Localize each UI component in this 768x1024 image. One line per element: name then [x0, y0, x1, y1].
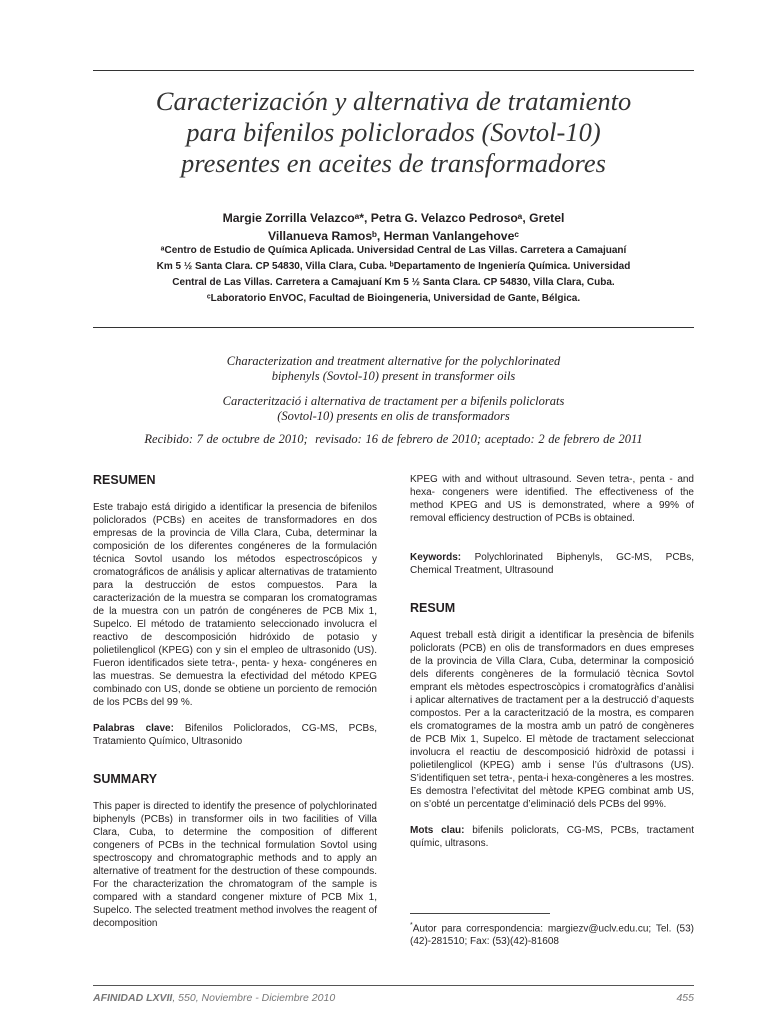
english-title-line: biphenyls (Sovtol-10) present in transformer oils: [271, 368, 516, 383]
author-line: Villanueva Ramosᵇ, Herman Vanlangehoveᶜ: [268, 229, 519, 243]
resum-keywords: [410, 824, 694, 850]
title-line: para bifenilos policlorados (Sovtol-10): [186, 117, 601, 147]
keywords-label: Mots clau:: [410, 825, 465, 836]
summary-heading: SUMMARY: [93, 772, 158, 786]
footnote-mark: *: [410, 922, 413, 929]
left-column: [93, 473, 377, 930]
issue-info: , 550, Noviembre - Diciembre 2010: [172, 992, 336, 1004]
right-column: [410, 473, 694, 850]
page-number: 455: [676, 992, 694, 1004]
keywords-label: Palabras clave:: [93, 723, 174, 734]
resum-heading: RESUM: [410, 601, 456, 615]
catalan-title-line: Caracterització i alternativa de tractament per a bifenils policlorats: [222, 394, 565, 408]
affiliations: [110, 243, 677, 307]
journal-name: AFINIDAD LXVII: [93, 992, 173, 1004]
summary-continuation: KPEG with and without ultrasound. Seven tetra-, penta - and hexa- congeners were identified. The effectiveness of the method KPEG and US is demonstrated, where a 99% of removal efficiency destruction of PCBs is obtained.: [410, 474, 694, 524]
resum-body: Aquest treball està dirigit a identificar la presència de bifenils policlorats (PCB) en olis de transformadors en dues empreses de la provincia de Villa Clara, Cuba, determinar la composició dels diferents congèneres de la formulació tècnica Sovtol emprant els mètodes espectroscòpics i cromatogràfics d’anàlisi i aplicar alternatives de tractament per a la destrucció d’aquests compostos. Per a la caracterització de la mostra, es comparen els cromatogrames de la mostra amb un patró de congèneres de PCB Mix 1, Supelco. El mètode de tractament seleccionat involucra el reactiu de descomposició hidròxid de potassi i polietilenglicol (KPEG) amb i sense l’ús d’ultrasons (US). S’identifiquen set tetra-, penta-i hexa-congèneres a les mostres. Es demostra l’efectivitat del mètode KPEG combinat amb US, on s’obté un percentatge d’eliminació dels PCBs del 99%.: [410, 630, 694, 810]
running-footer: [93, 992, 335, 1004]
resumen-body: Este trabajo está dirigido a identificar la presencia de bifenilos policlorados (PCBs) en aceites de transformadores en dos empresas de la provincia de Villa Clara, Cuba, determinar la composición de los diferentes congéneres de la formulación técnica Sovtol usando los métodos espectroscópicos y cromatográficos de análisis y aplicar alternativas de tratamiento para la destrucción de estos compuestos. Para la caracterización de la muestra se comparan los cromatogramas de la muestra con un patrón de congéneres de PCB Mix 1, Supelco. El método de tratamiento seleccionado involucra el reactivo de descomposición hidróxido de potasio y polietilenglicol (KPEG) con y sin el empleo de ultrasonido (US). Fueron identificados siete tetra-, penta- y hexa- congéneres en las muestras. Se demuestra la efectividad del método KPEG combinado con US, donde se obtiene un porciento de remoción de los PCBs del 99 %.: [93, 502, 377, 708]
affiliation-line: Central de Las Villas. Carretera a Camajuaní Km 5 ½ Santa Clara. CP 54830, Villa Clara, Cuba.: [172, 277, 615, 288]
keywords-text: bifenils policlorats, CG-MS, PCBs, tractament químic, ultrasons.: [410, 825, 695, 849]
keywords-text: Polychlorinated Biphenyls, GC-MS, PCBs, Chemical Treatment, Ultrasound: [410, 552, 695, 576]
article-title: [93, 86, 694, 179]
summary-keywords: [410, 551, 694, 577]
keywords-label: Keywords:: [410, 552, 462, 563]
resumen-heading: RESUMEN: [93, 473, 156, 487]
submission-dates: Recibido: 7 de octubre de 2010; revisado: 16 de febrero de 2010; aceptado: 2 de febrero de 2011: [144, 432, 643, 446]
footnote-text: Autor para correspondencia: margiezv@uclv.edu.cu; Tel. (53)(42)-281510; Fax: (53)(42)-81608: [410, 923, 694, 948]
footnote-divider: [410, 913, 550, 914]
english-title: [93, 354, 694, 383]
catalan-title-line: (Sovtol-10) presents en olis de transformadors: [277, 408, 510, 423]
author-list: [120, 209, 667, 245]
author-line: Margie Zorrilla Velazcoᵃ*, Petra G. Velazco Pedrosoᵃ, Gretel: [222, 211, 565, 225]
title-line: Caracterización y alternativa de tratamiento: [155, 86, 632, 116]
header-divider: [93, 327, 694, 328]
affiliation-line: ᵃCentro de Estudio de Química Aplicada. Universidad Central de Las Villas. Carretera a Camajuaní: [160, 245, 627, 256]
title-line: presentes en aceites de transformadores: [181, 148, 606, 178]
affiliation-line: Km 5 ½ Santa Clara. CP 54830, Villa Clara, Cuba. ᵇDepartamento de Ingeniería Química. Universidad: [156, 261, 631, 272]
affiliation-line: ᶜLaboratorio EnVOC, Facultad de Bioingeneria, Universidad de Gante, Bélgica.: [206, 293, 581, 304]
top-rule: [93, 70, 694, 71]
correspondence-footnote: [410, 919, 694, 948]
footer-rule: [93, 985, 694, 986]
keywords-text: Bifenilos Policlorados, CG-MS, PCBs, Tratamiento Químico, Ultrasonido: [93, 723, 377, 747]
english-title-line: Characterization and treatment alternative for the polychlorinated: [226, 354, 561, 368]
summary-body: This paper is directed to identify the presence of polychlorinated biphenyls (PCBs) in transformer oils in two facilities of Villa Clara, Cuba, to determine the composition of different congeners of PCBs in the technical formulation Sovtol using spectroscopy and chromatographic methods and to apply an alternative of treatment for the destruction of these compounds. For the characterization the chromatogram of the sample is compared with a standard congener mixture of PCB Mix 1, Supelco. The selected treatment method involves the reagent of decomposition: [93, 801, 377, 929]
catalan-title: [93, 394, 694, 423]
resumen-keywords: [93, 722, 377, 748]
